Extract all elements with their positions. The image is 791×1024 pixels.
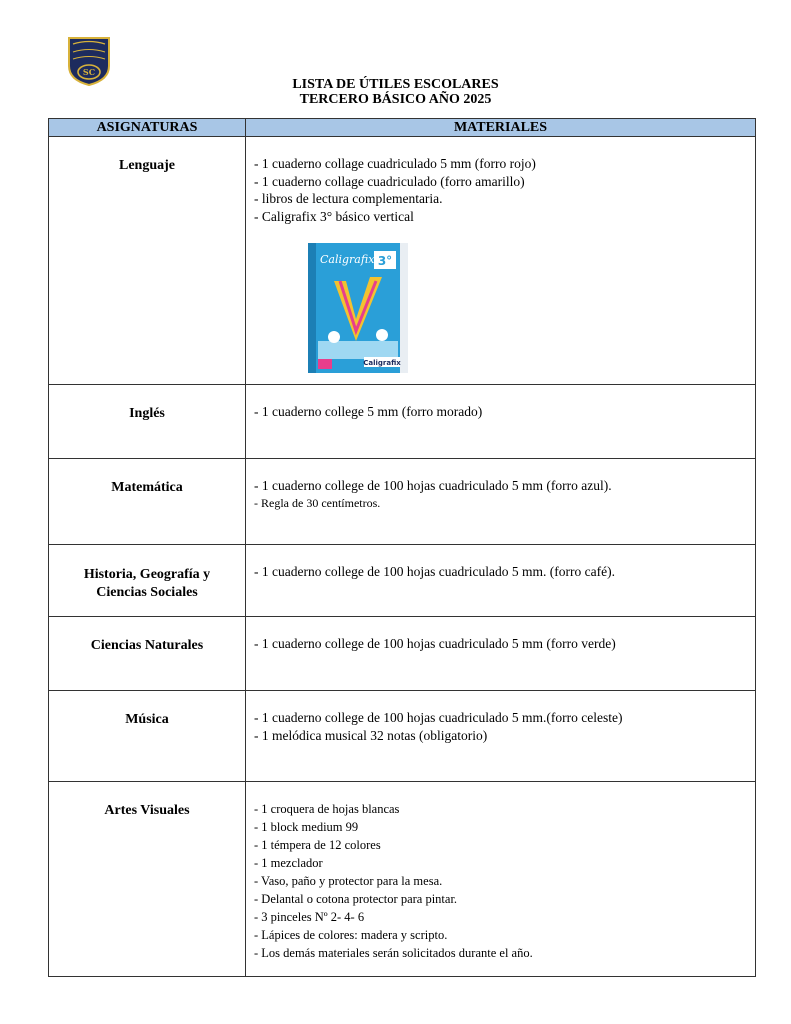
material-item: - Lápices de colores: madera y scripto. (254, 928, 448, 942)
svg-text:3°: 3° (377, 254, 393, 268)
subject-name: Historia, Geografía y Ciencias Sociales (83, 567, 211, 600)
column-header-subjects: ASIGNATURAS (49, 119, 246, 137)
document-title: LISTA DE ÚTILES ESCOLARES (292, 77, 499, 92)
material-item: - 1 mezclador (254, 856, 323, 870)
materials-cell (246, 545, 756, 617)
materials-cell (246, 782, 756, 977)
supplies-table (48, 118, 756, 977)
material-item: - 1 cuaderno college 5 mm (forro morado) (254, 404, 483, 419)
material-item: - 1 melódica musical 32 notas (obligatorio) (254, 727, 488, 743)
material-item: - Los demás materiales serán solicitados durante el año. (254, 946, 533, 960)
material-item: - 3 pinceles Nº 2- 4- 6 (254, 910, 365, 924)
table-row (49, 782, 756, 977)
materials-cell (246, 459, 756, 545)
subject-name: Artes Visuales (104, 803, 190, 818)
material-item: - 1 croquera de hojas blancas (254, 802, 400, 816)
material-item: - 1 cuaderno collage cuadriculado 5 mm (forro rojo) (254, 156, 536, 171)
caligrafix-book-image (304, 241, 414, 376)
material-item: - Delantal o cotona protector para pintar. (254, 892, 458, 906)
table-row (49, 137, 756, 385)
subject-cell (49, 691, 246, 782)
material-item: - 1 block medium 99 (254, 820, 359, 834)
table-header-row (49, 119, 756, 137)
subject-cell (49, 137, 246, 385)
material-item: - Regla de 30 centímetros. (254, 495, 381, 510)
subject-cell (49, 459, 246, 545)
table-row (49, 691, 756, 782)
svg-text:SC: SC (82, 67, 96, 77)
subject-cell (49, 385, 246, 459)
subject-name: Música (125, 712, 169, 727)
materials-cell (246, 617, 756, 691)
table-row (49, 617, 756, 691)
materials-cell (246, 385, 756, 459)
subject-name: Matemática (111, 480, 183, 495)
material-item: - Caligrafix 3° básico vertical (254, 208, 414, 224)
subject-cell (49, 545, 246, 617)
materials-cell (246, 691, 756, 782)
material-item: - 1 cuaderno college de 100 hojas cuadriculado 5 mm. (forro café). (254, 564, 615, 579)
material-item: - 1 cuaderno college de 100 hojas cuadriculado 5 mm.(forro celeste) (254, 710, 623, 725)
subject-cell (49, 617, 246, 691)
table-row (49, 545, 756, 617)
document-subtitle: TERCERO BÁSICO AÑO 2025 (299, 92, 492, 107)
column-header-materials: MATERIALES (246, 119, 756, 137)
table-row (49, 385, 756, 459)
material-item: - libros de lectura complementaria. (254, 191, 443, 206)
svg-text:Caligrafix: Caligrafix (320, 253, 375, 266)
material-item: - 1 cuaderno college de 100 hojas cuadriculado 5 mm (forro azul). (254, 478, 612, 493)
material-item: - 1 cuaderno college de 100 hojas cuadriculado 5 mm (forro verde) (254, 636, 616, 651)
svg-text:Caligrafix: Caligrafix (363, 359, 401, 367)
material-item: - 1 témpera de 12 colores (254, 838, 381, 852)
subject-name: Lenguaje (119, 158, 175, 173)
subject-name: Inglés (129, 406, 165, 421)
materials-cell (246, 137, 756, 385)
table-row (49, 459, 756, 545)
material-item: - 1 cuaderno collage cuadriculado (forro amarillo) (254, 173, 525, 189)
subject-name: Ciencias Naturales (90, 638, 204, 653)
subject-cell (49, 782, 246, 977)
material-item: - Vaso, paño y protector para la mesa. (254, 874, 443, 888)
